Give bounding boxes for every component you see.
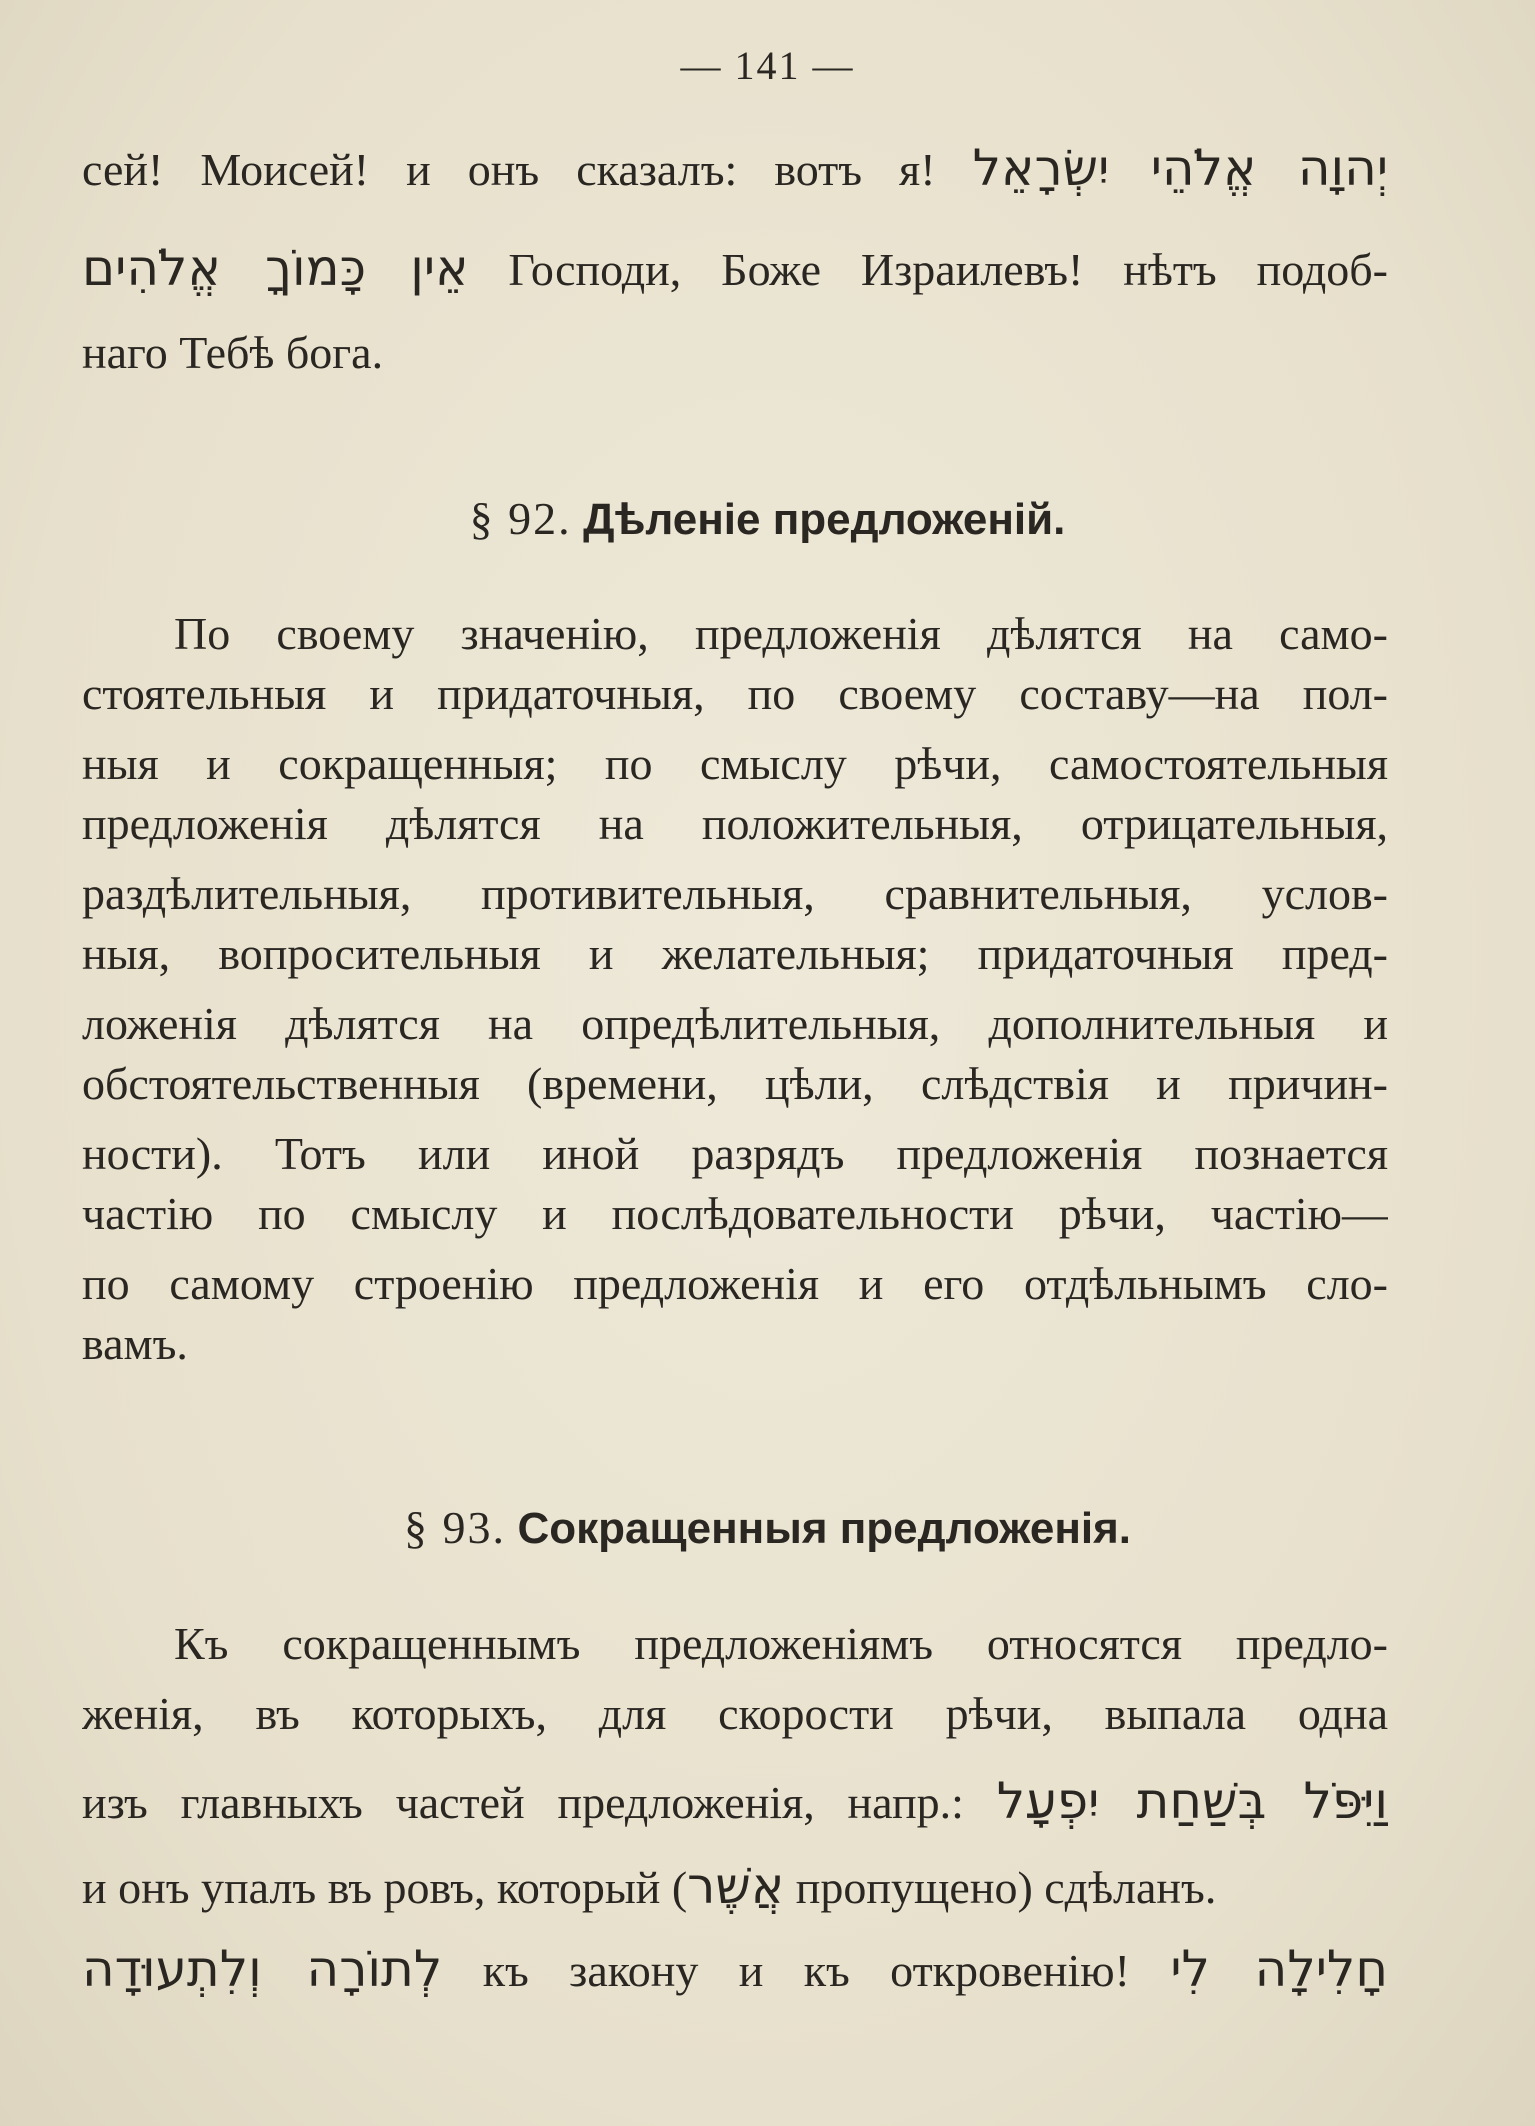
section-93-line-2: женія, въ которыхъ, для скорости рѣчи, выпала одна	[82, 1688, 1388, 1739]
section-93-line-3-hebrew: וַיִּפֹּל בְּשַׁחַת יִפְעָל	[996, 1772, 1388, 1830]
section-92-title: Дѣленіе предложеній.	[583, 495, 1066, 544]
paragraph-line: По своему значенію, предложенія дѣлятся на само-	[174, 608, 1388, 659]
section-92-number: § 92.	[469, 493, 572, 544]
paragraph-line: стоятельныя и придаточныя, по своему составу—на пол-	[82, 668, 1388, 719]
paragraph-line: вамъ.	[82, 1318, 188, 1369]
section-93-heading	[0, 1497, 1535, 1560]
intro-line-2	[82, 237, 1388, 299]
section-92-heading	[0, 488, 1535, 551]
paragraph-line: по самому строенію предложенія и его отдѣльнымъ сло-	[82, 1258, 1388, 1309]
intro-line-1	[82, 137, 1388, 199]
paragraph-line: ности). Тотъ или иной разрядъ предложенія познается	[82, 1128, 1388, 1179]
intro-line-3: наго Тебѣ бога.	[82, 327, 384, 378]
page-number: — 141 —	[680, 43, 855, 88]
paragraph-line: ложенія дѣлятся на опредѣлительныя, дополнительныя и	[82, 998, 1388, 1049]
section-93-line-4-part-a: и онъ упалъ въ ровъ, который (	[82, 1862, 688, 1913]
paragraph-line: ныя и сокращенныя; по смыслу рѣчи, самостоятельныя	[82, 738, 1388, 789]
section-93-title: Сокращенныя предложенія.	[517, 1504, 1132, 1553]
section-93-number: § 93.	[403, 1502, 506, 1553]
paragraph-line: предложенія дѣлятся на положительныя, отрицательныя,	[82, 798, 1388, 849]
section-93-line-5-russian: къ закону и къ откровенію!	[482, 1945, 1130, 1996]
intro-line-2-russian: Господи, Боже Израилевъ! нѣтъ подоб-	[508, 244, 1388, 295]
paragraph-line: обстоятельственныя (времени, цѣли, слѣдствія и причин-	[82, 1058, 1388, 1109]
section-93-line-3-russian: изъ главныхъ частей предложенія, напр.:	[82, 1777, 964, 1828]
section-93-line-4-part-b: пропущено) сдѣланъ.	[784, 1862, 1217, 1913]
section-93-line-5-hebrew-a: לְתוֹרָה וְלִתְעוּדָה	[82, 1940, 443, 1998]
intro-line-1-hebrew: יְהוָה אֱלֹהֵי יִשְׂרָאֵל	[972, 139, 1388, 197]
paragraph-line: ныя, вопросительныя и желательныя; придаточныя пред-	[82, 928, 1388, 979]
section-93-line-3	[82, 1770, 1388, 1832]
section-93-line-5	[82, 1938, 1388, 2000]
intro-line-2-hebrew: אֵין כָּמוֹךָ אֱלֹהִים	[82, 239, 469, 297]
section-93-line-4-hebrew: אֲשֶׁר	[687, 1857, 785, 1915]
section-93-line-1: Къ сокращеннымъ предложеніямъ относятся предло-	[174, 1618, 1388, 1669]
paragraph-line: частію по смыслу и послѣдовательности рѣчи, частію—	[82, 1188, 1388, 1239]
intro-line-1-russian: сей! Моисей! и онъ сказалъ: вотъ я!	[82, 144, 936, 195]
section-93-line-5-hebrew-b: חָלִילָה לִי	[1170, 1940, 1388, 1998]
paragraph-line: раздѣлительныя, противительныя, сравнительныя, услов-	[82, 868, 1388, 919]
section-93-line-4	[82, 1855, 1388, 1917]
